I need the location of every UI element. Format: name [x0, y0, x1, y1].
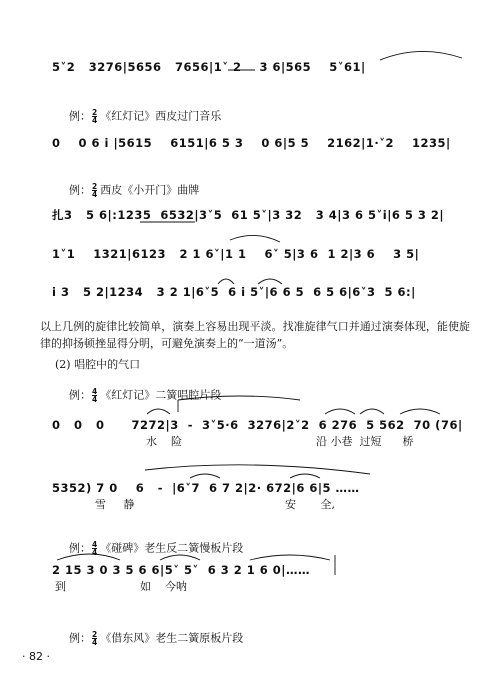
example-caption-4	[55, 530, 243, 567]
slur-mark	[360, 409, 384, 414]
lyric-line: 安 全,	[285, 498, 335, 511]
slur-mark	[190, 474, 220, 478]
score-line-7: 5352) 7 0 6 - |6˅7 6 7 2|2· 672|6 6|5 ……	[52, 481, 360, 495]
caption-prefix: 例：	[69, 541, 91, 555]
caption-prefix: 例：	[69, 109, 91, 123]
caption-prefix: 例：	[69, 183, 91, 197]
caption-text: 《借东风》老生二簧原板片段	[100, 631, 244, 645]
slur-mark	[258, 279, 282, 284]
score-line-8: 2 15 3 0 3 5 6 6|5˅ 5˅ 6 3 2 1 6 0|……	[52, 563, 310, 577]
lyric-line: 水 险	[146, 435, 182, 448]
score-line-1: 5˅2 3276|5656 7656|1˅ 2 3 6|565 5˅61|	[52, 60, 366, 74]
score-line-5: i 3 5 2|1234 3 2 1|6˅5 6 i 5˅|6 6 5 6 5 6|6˅3 5 6:|	[52, 285, 416, 299]
caption-text: 《红灯记》二簧唱腔片段	[100, 388, 222, 402]
slur-mark	[230, 235, 280, 242]
time-signature: $\frac{2}{4}$	[92, 108, 98, 125]
slur-mark	[145, 465, 370, 474]
slur-mark	[290, 474, 320, 478]
score-line-2: 0 0 6 i |5615 6151|6 5 3 0 6|5 5 2162|1·˅2 1235|	[52, 136, 451, 150]
lyric-line: 到	[55, 580, 66, 593]
slur-mark	[400, 409, 440, 414]
caption-text: 《碰碑》老生反二簧慢板片段	[100, 541, 244, 555]
time-signature: $\frac{2}{4}$	[92, 182, 98, 199]
slur-mark	[218, 279, 234, 284]
caption-prefix: 例：	[69, 388, 91, 402]
time-signature: $\frac{2}{4}$	[92, 630, 98, 647]
time-signature: $\frac{4}{4}$	[92, 387, 98, 404]
lyric-line: 雪 静	[95, 498, 135, 511]
example-caption-5	[55, 620, 243, 657]
lyric-line: 如 今呐	[140, 580, 187, 593]
score-line-3: 扎3 5 6|:1235 6532|3˅5 61 5˅|3 32 3 4|3 6 5˅i|6 5 3 2|	[52, 208, 445, 222]
example-caption-1	[55, 98, 221, 135]
time-signature: $\frac{4}{4}$	[92, 540, 98, 557]
score-line-4: 1˅1 1321|6123 2 1 6˅|1 1 6˅ 5|3 6 1 2|3 6 3 5|	[52, 247, 420, 261]
caption-text: 《红灯记》西皮过门音乐	[100, 109, 222, 123]
slur-mark	[250, 555, 330, 560]
page-number: · 82 ·	[22, 650, 50, 663]
lyric-line: 沿 小巷 过短 桥	[316, 435, 414, 448]
caption-text: 西皮《小开门》曲牌	[100, 183, 200, 197]
section-heading: (2) 唱腔中的气口	[55, 358, 141, 371]
example-caption-3	[55, 377, 221, 414]
body-paragraph: 以上几例的旋律比较简单，演奏上容易出现平淡。找准旋律气口并通过演奏体现，能使旋律的抑扬顿挫显得分明，可避免演奏上的“一道汤”。	[40, 320, 470, 350]
caption-prefix: 例：	[69, 631, 91, 645]
slur-mark	[380, 51, 462, 60]
slur-mark	[325, 409, 355, 414]
score-line-6: 0 0 0 7272|3 - 3˅5·6 3276|2˅2 6 276 5 562 70 (76|	[52, 418, 463, 432]
example-caption-2	[55, 172, 199, 209]
